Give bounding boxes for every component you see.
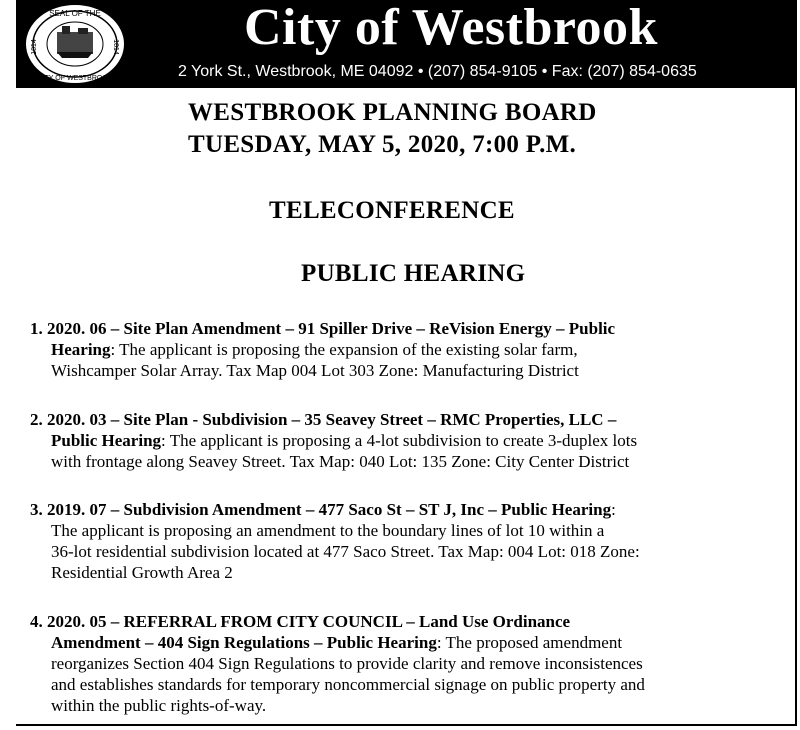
item-3-line2: The applicant is proposing an amendment to the boundary lines of lot 10 within a <box>51 521 605 540</box>
section-heading: PUBLIC HEARING <box>301 260 526 287</box>
seal-year-right: 1814 <box>112 39 119 55</box>
item-3-lead: 3. 2019. 07 – Subdivision Amendment – 477 Saco St – ST J, Inc – Public Hearing <box>30 500 612 519</box>
agenda-item-2 <box>30 409 760 472</box>
agenda-item-4 <box>30 611 760 716</box>
item-2-lead: 2. 2020. 03 – Site Plan - Subdivision – 35 Seavey Street – RMC Properties, LLC – <box>30 410 617 429</box>
agenda-item-3 <box>30 499 760 583</box>
agenda-item-1 <box>30 318 760 381</box>
seal-text-bottom: CITY OF WESTBROOK <box>37 75 113 82</box>
meeting-format: TELECONFERENCE <box>269 197 515 224</box>
item-4-line5: within the public rights-of-way. <box>51 696 267 715</box>
item-4-line3: reorganizes Section 404 Sign Regulations to provide clarity and remove inconsistences <box>51 654 643 673</box>
item-2-bold: Public Hearing <box>51 431 162 450</box>
item-4-bold: Amendment – 404 Sign Regulations – Public Hearing <box>51 633 437 652</box>
item-1-bold: Hearing <box>51 340 111 359</box>
item-2-line3: with frontage along Seavey Street. Tax Map: 040 Lot: 135 Zone: City Center District <box>51 452 630 471</box>
item-4-text: : The proposed amendment <box>436 633 623 652</box>
seal-year-left: 1814 <box>31 39 38 55</box>
item-3-lead-tail: : <box>611 500 616 519</box>
item-1-text: : The applicant is proposing the expansion of the existing solar farm, <box>110 340 578 359</box>
item-3-line4: Residential Growth Area 2 <box>51 563 233 582</box>
item-4-line4: and establishes standards for temporary noncommercial signage on public property and <box>51 675 645 694</box>
item-1-lead: 1. 2020. 06 – Site Plan Amendment – 91 Spiller Drive – ReVision Energy – Public <box>30 319 616 338</box>
city-name-title: City of Westbrook <box>244 0 658 56</box>
seal-text-top: SEAL OF THE <box>49 9 101 18</box>
meeting-datetime: TUESDAY, MAY 5, 2020, 7:00 P.M. <box>188 131 577 158</box>
item-1-line3: Wishcamper Solar Array. Tax Map 004 Lot 303 Zone: Manufacturing District <box>51 361 579 380</box>
item-2-text: : The applicant is proposing a 4-lot subdivision to create 3-duplex lots <box>161 431 638 450</box>
item-4-lead: 4. 2020. 05 – REFERRAL FROM CITY COUNCIL – Land Use Ordinance <box>30 612 571 631</box>
board-title: WESTBROOK PLANNING BOARD <box>188 99 597 126</box>
item-3-line3: 36-lot residential subdivision located at 477 Saco Street. Tax Map: 004 Lot: 018 Zone: <box>51 542 640 561</box>
city-address: 2 York St., Westbrook, ME 04092 • (207) 854-9105 • Fax: (207) 854-0635 <box>178 63 697 80</box>
city-seal-logo <box>22 2 128 86</box>
